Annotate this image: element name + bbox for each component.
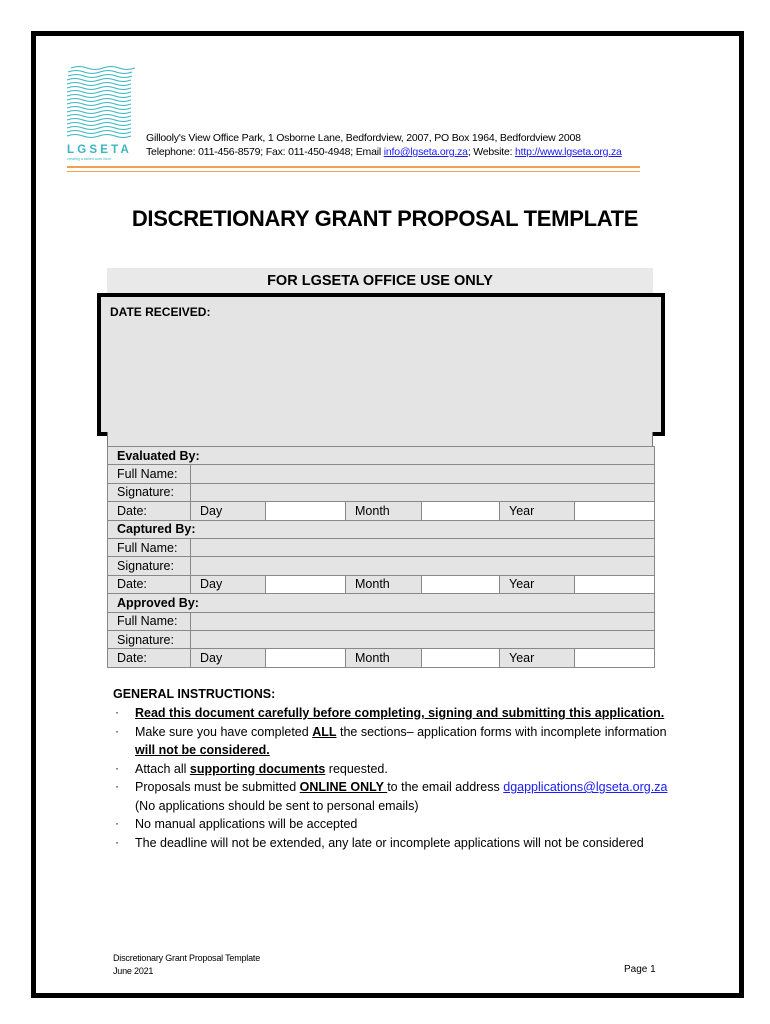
instructions-title: GENERAL INSTRUCTIONS: bbox=[113, 687, 276, 701]
approved-year-field[interactable] bbox=[575, 649, 655, 667]
list-item bbox=[113, 723, 673, 760]
instruction-text: (No applications should be sent to personal emails) bbox=[135, 798, 419, 813]
list-item bbox=[113, 815, 673, 834]
instruction-emphasis: will not be considered. bbox=[135, 743, 270, 757]
table-row bbox=[108, 630, 655, 648]
evaluation-table bbox=[107, 446, 655, 668]
page-number: Page 1 bbox=[624, 964, 656, 975]
list-item bbox=[113, 778, 673, 815]
instruction-text: requested. bbox=[325, 761, 388, 776]
captured-full-name-field[interactable] bbox=[191, 538, 655, 556]
captured-by-heading: Captured By: bbox=[108, 520, 655, 538]
website-link[interactable]: http://www.lgseta.org.za bbox=[515, 146, 622, 158]
section-heading-row bbox=[108, 447, 655, 465]
full-name-label: Full Name: bbox=[108, 538, 191, 556]
approved-signature-field[interactable] bbox=[191, 630, 655, 648]
footer-left bbox=[113, 952, 260, 978]
svg-text:creating a skilled work force: creating a skilled work force bbox=[67, 157, 112, 161]
date-label: Date: bbox=[108, 649, 191, 667]
address-line: Gillooly's View Office Park, 1 Osborne Lane, Bedfordview, 2007, PO Box 1964, Bedfordview 2008 bbox=[146, 132, 581, 144]
evaluated-year-field[interactable] bbox=[575, 502, 655, 520]
list-item bbox=[113, 834, 673, 853]
instruction-text: to the email address bbox=[387, 780, 504, 794]
instruction-emphasis: ONLINE ONLY bbox=[299, 780, 388, 794]
captured-month-field[interactable] bbox=[422, 575, 500, 593]
year-label: Year bbox=[500, 649, 575, 667]
svg-text:LGSETA: LGSETA bbox=[67, 144, 132, 156]
table-row bbox=[108, 538, 655, 556]
date-label: Date: bbox=[108, 575, 191, 593]
evaluated-by-heading: Evaluated By: bbox=[108, 447, 655, 465]
document-title: DISCRETIONARY GRANT PROPOSAL TEMPLATE bbox=[131, 206, 639, 231]
month-label: Month bbox=[346, 502, 422, 520]
instruction-text: Make sure you have completed bbox=[135, 724, 313, 739]
list-item bbox=[113, 704, 673, 723]
contact-prefix: Telephone: 011-456-8579; Fax: 011-450-4948; Email bbox=[146, 146, 384, 158]
table-row bbox=[108, 502, 655, 520]
date-received-box[interactable] bbox=[97, 293, 665, 436]
table-row bbox=[108, 649, 655, 667]
lgseta-logo bbox=[65, 62, 137, 162]
signature-label: Signature: bbox=[108, 630, 191, 648]
website-prefix: ; Website: bbox=[467, 146, 516, 158]
day-label: Day bbox=[191, 575, 266, 593]
table-row bbox=[108, 612, 655, 630]
header-divider bbox=[67, 166, 640, 168]
approved-full-name-field[interactable] bbox=[191, 612, 655, 630]
header-contact-block bbox=[146, 131, 622, 159]
section-heading-row bbox=[108, 520, 655, 538]
year-label: Year bbox=[500, 575, 575, 593]
instruction-text: the sections– application forms with incomplete information bbox=[336, 724, 667, 739]
table-row bbox=[108, 575, 655, 593]
spacer-row bbox=[107, 432, 653, 446]
evaluated-full-name-field[interactable] bbox=[191, 465, 655, 483]
instruction-text: Proposals must be submitted bbox=[135, 780, 300, 794]
full-name-label: Full Name: bbox=[108, 465, 191, 483]
signature-label: Signature: bbox=[108, 557, 191, 575]
instruction-emphasis: ALL bbox=[312, 724, 337, 739]
date-label: Date: bbox=[108, 502, 191, 520]
contact-line bbox=[146, 145, 622, 159]
instruction-text: Attach all bbox=[135, 761, 190, 776]
table-row bbox=[108, 557, 655, 575]
footer-date: June 2021 bbox=[113, 966, 154, 976]
instruction-text: No manual applications will be accepted bbox=[135, 817, 358, 831]
instruction-emphasis: supporting documents bbox=[189, 761, 326, 776]
table-row bbox=[108, 483, 655, 501]
instructions-list bbox=[113, 704, 673, 852]
office-use-heading: FOR LGSETA OFFICE USE ONLY bbox=[107, 268, 653, 295]
captured-day-field[interactable] bbox=[266, 575, 346, 593]
dg-applications-email-link[interactable]: dgapplications@lgseta.org.za bbox=[503, 780, 668, 794]
section-heading-row bbox=[108, 594, 655, 612]
instruction-text: The deadline will not be extended, any late or incomplete applications will not be considered bbox=[135, 835, 644, 850]
instruction-read-carefully: Read this document carefully before completing, signing and submitting this application. bbox=[135, 706, 665, 720]
footer-doc-name: Discretionary Grant Proposal Template bbox=[113, 953, 261, 963]
signature-label: Signature: bbox=[108, 483, 191, 501]
month-label: Month bbox=[346, 649, 422, 667]
list-item bbox=[113, 760, 673, 779]
captured-year-field[interactable] bbox=[575, 575, 655, 593]
evaluated-signature-field[interactable] bbox=[191, 483, 655, 501]
date-received-label: DATE RECEIVED: bbox=[110, 305, 211, 319]
approved-month-field[interactable] bbox=[422, 649, 500, 667]
header-divider-thin bbox=[67, 171, 640, 172]
general-instructions bbox=[113, 687, 673, 852]
captured-signature-field[interactable] bbox=[191, 557, 655, 575]
day-label: Day bbox=[191, 502, 266, 520]
approved-by-heading: Approved By: bbox=[108, 594, 655, 612]
table-row bbox=[108, 465, 655, 483]
evaluated-month-field[interactable] bbox=[422, 502, 500, 520]
email-link[interactable]: info@lgseta.org.za bbox=[383, 146, 468, 158]
full-name-label: Full Name: bbox=[108, 612, 191, 630]
approved-day-field[interactable] bbox=[266, 649, 346, 667]
day-label: Day bbox=[191, 649, 266, 667]
evaluated-day-field[interactable] bbox=[266, 502, 346, 520]
year-label: Year bbox=[500, 502, 575, 520]
month-label: Month bbox=[346, 575, 422, 593]
